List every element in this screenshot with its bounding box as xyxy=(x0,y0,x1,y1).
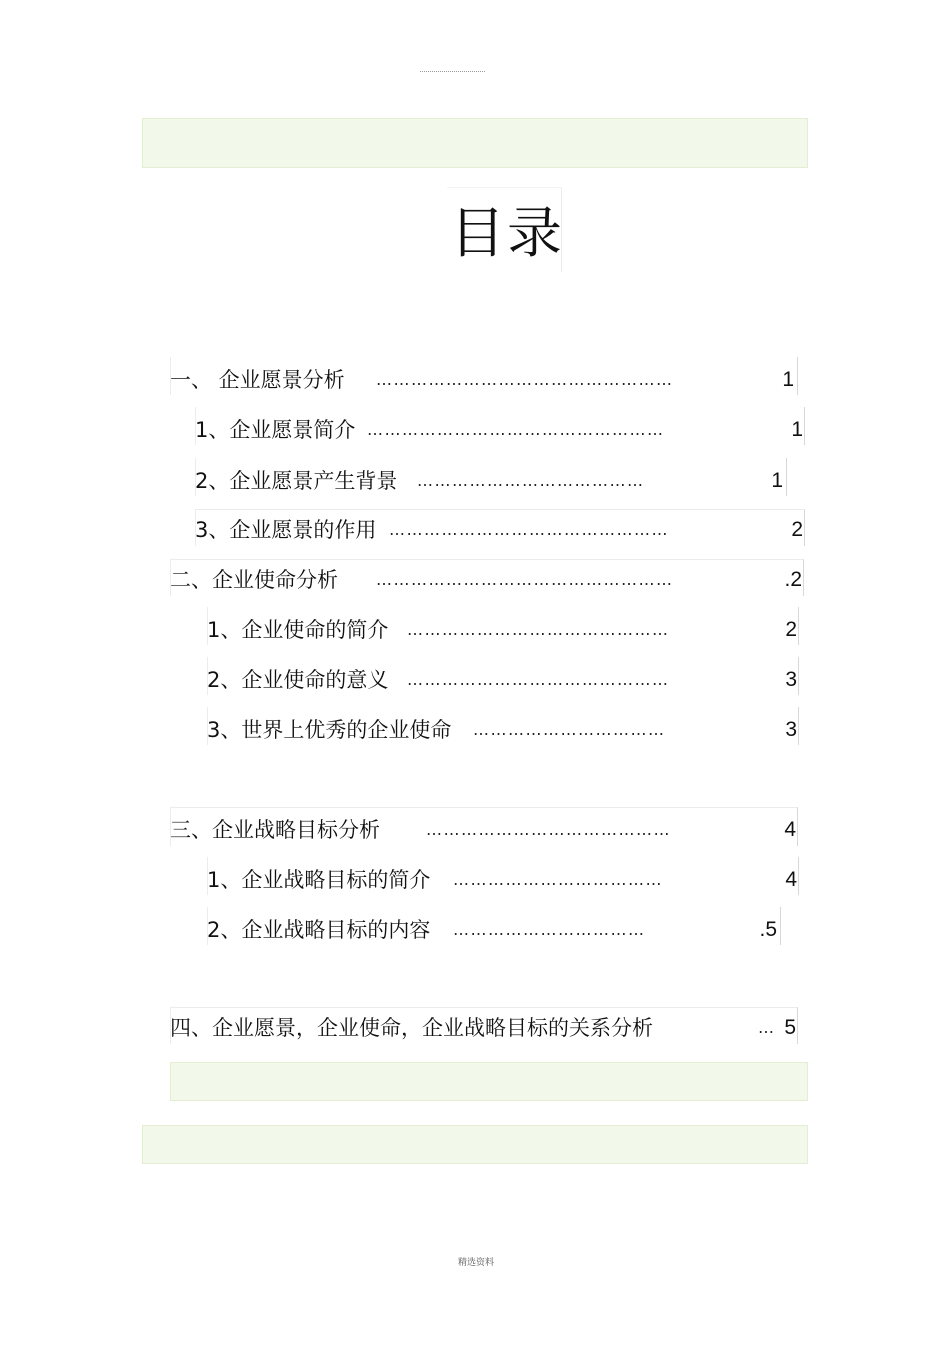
toc-entry-3-2[interactable] xyxy=(207,915,781,945)
toc-leader: …………………………………………… xyxy=(367,420,665,439)
toc-entry-label: 1、企业愿景简介 xyxy=(195,418,356,442)
toc-page-number: 3 xyxy=(785,668,797,691)
toc-leader: ………………………………… xyxy=(417,471,645,490)
toc-leader: …………………………………… xyxy=(426,820,671,839)
toc-entry-4[interactable] xyxy=(170,1013,798,1043)
toc-entry-1-3[interactable] xyxy=(195,515,805,545)
toc-leader: ……………………………………… xyxy=(407,670,670,689)
toc-entry-3-1[interactable] xyxy=(207,865,799,895)
toc-entry-2[interactable] xyxy=(170,565,804,595)
toc-page-number: 1 xyxy=(771,469,783,492)
page-footer: 精选资料 xyxy=(458,1258,495,1268)
toc-leader: …………………………… xyxy=(453,920,646,939)
toc-entry-label: 二、企业使命分析 xyxy=(170,568,338,592)
toc-page-number: .5 xyxy=(759,918,777,941)
toc-entry-label: 2、企业使命的意义 xyxy=(207,668,389,692)
toc-page-number: 1 xyxy=(791,418,803,441)
toc-leader: …………………………………………… xyxy=(376,370,674,389)
toc-entry-1-1[interactable] xyxy=(195,415,805,445)
toc-entry-label: 三、企业战略目标分析 xyxy=(170,818,380,842)
toc-leader: …………………………… xyxy=(473,720,666,739)
toc-entry-2-2[interactable] xyxy=(207,665,799,695)
toc-entry-label: 四、企业愿景，企业使命，企业战略目标的关系分析 xyxy=(170,1016,653,1040)
toc-entry-label: 2、企业战略目标的内容 xyxy=(207,918,431,942)
toc-leader: … xyxy=(758,1018,776,1037)
toc-entry-2-3[interactable] xyxy=(207,715,799,745)
toc-entry-1[interactable] xyxy=(170,365,798,395)
page-title: 目录 xyxy=(450,201,565,265)
toc-entry-label: 1、企业使命的简介 xyxy=(207,618,389,642)
toc-entry-label: 2、企业愿景产生背景 xyxy=(195,469,398,493)
toc-entry-1-2[interactable] xyxy=(195,466,787,496)
header-rule xyxy=(420,71,485,72)
toc-entry-label: 3、世界上优秀的企业使命 xyxy=(207,718,452,742)
toc-leader: …………………………………………… xyxy=(376,570,674,589)
toc-page-number: 3 xyxy=(785,718,797,741)
toc-leader: ……………………………………… xyxy=(407,620,670,639)
toc-entry-label: 3、企业愿景的作用 xyxy=(195,518,377,542)
toc-page-number: 4 xyxy=(784,818,796,841)
toc-page-number: 1 xyxy=(782,368,794,391)
toc-page-number: 5 xyxy=(784,1016,796,1039)
toc-page-number: 2 xyxy=(785,618,797,641)
toc-entry-label: 一、 企业愿景分析 xyxy=(170,368,345,392)
toc-entry-3[interactable] xyxy=(170,815,798,845)
toc-leader: ………………………………………… xyxy=(389,520,669,539)
toc-page-number: 4 xyxy=(785,868,797,891)
toc-leader: ……………………………… xyxy=(453,870,663,889)
top-banner xyxy=(142,118,808,168)
toc-page-number: 2 xyxy=(791,518,803,541)
toc-entry-label: 1、企业战略目标的简介 xyxy=(207,868,431,892)
toc-entry-2-1[interactable] xyxy=(207,615,799,645)
bottom-banner-2 xyxy=(142,1125,808,1164)
toc-page-number: .2 xyxy=(784,568,802,591)
bottom-banner xyxy=(170,1062,808,1101)
